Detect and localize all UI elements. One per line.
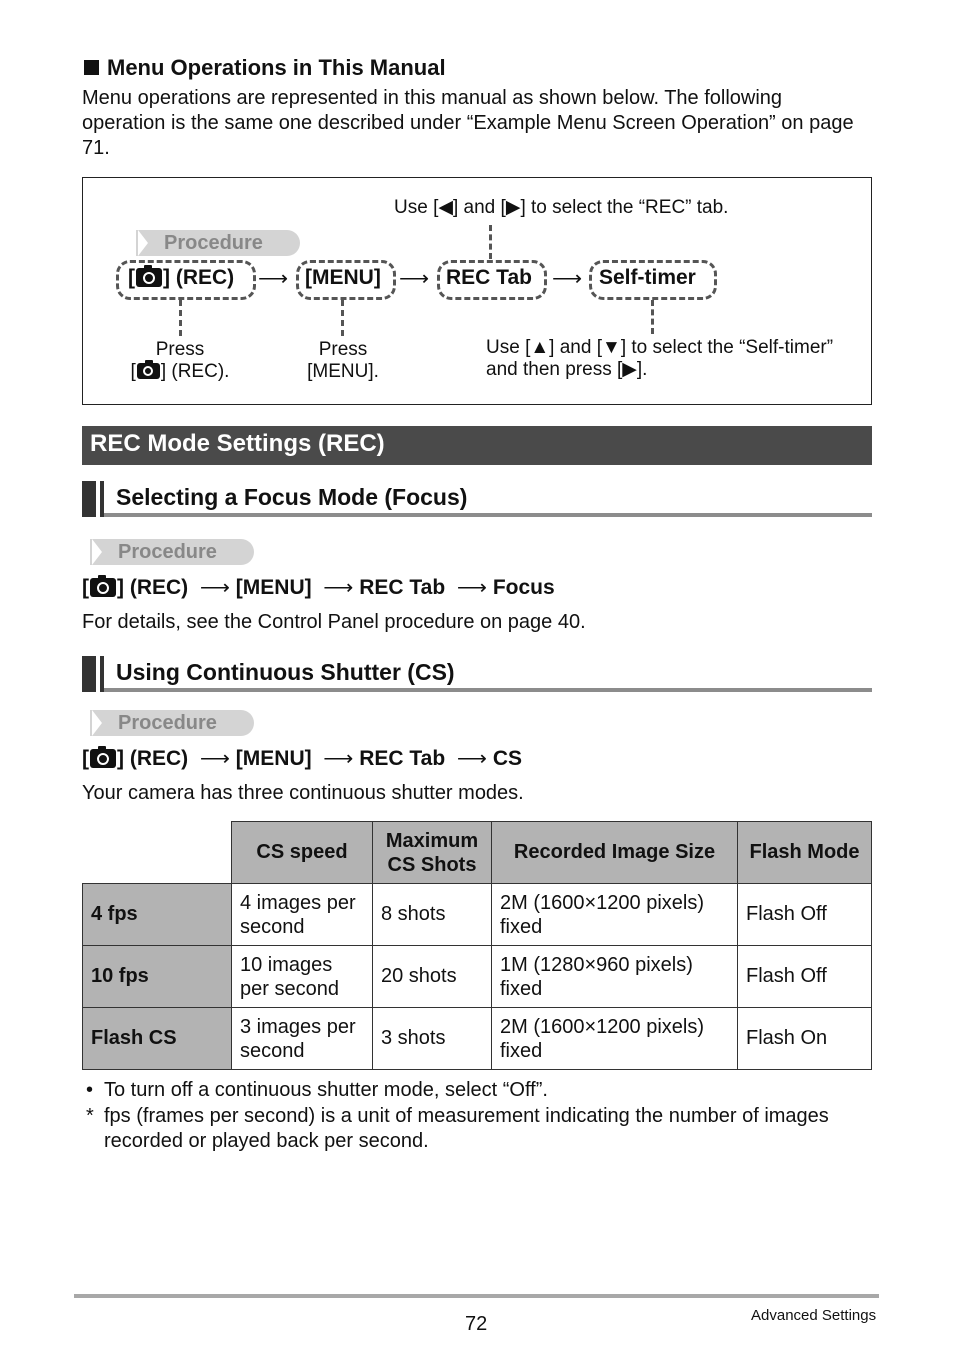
step-rec: [ ] (REC) xyxy=(128,266,235,289)
press-menu-note: Press [MENU]. xyxy=(307,339,379,382)
table-cell: 4 fps xyxy=(83,884,232,946)
table-cell: Flash Off xyxy=(738,884,872,946)
camera-icon xyxy=(90,578,116,597)
cs-heading: Using Continuous Shutter (CS) xyxy=(82,656,872,692)
table-row xyxy=(83,946,872,1008)
procedure-label: Procedure xyxy=(82,539,254,565)
table-cell: 2M (1600×1200 pixels) fixed xyxy=(492,1008,738,1070)
table-cell: Flash Off xyxy=(738,946,872,1008)
intro-heading: Menu Operations in This Manual xyxy=(84,55,446,81)
table-cell: 8 shots xyxy=(373,884,492,946)
press-rec-note: Press [ ] (REC). xyxy=(130,339,230,382)
connector-line xyxy=(179,300,182,336)
focus-heading: Selecting a Focus Mode (Focus) xyxy=(82,481,872,517)
table-header-row xyxy=(83,822,872,884)
footer-rule xyxy=(74,1294,879,1298)
page-number: 72 xyxy=(465,1313,488,1335)
down-triangle-icon: ▼ xyxy=(602,337,621,358)
table-header: Maximum CS Shots xyxy=(373,822,492,884)
arrow-icon: ⟶ xyxy=(451,576,493,599)
footnote: * fps (frames per second) is a unit of measurement indicating the number of images recorded or played back per second. xyxy=(86,1105,829,1152)
table-cell: 3 images per second xyxy=(232,1008,373,1070)
arrow-icon: ⟶ xyxy=(194,576,236,599)
arrow-icon: ⟶ xyxy=(451,747,493,770)
arrow-icon: ⟶ xyxy=(258,267,289,290)
procedure-label: Procedure xyxy=(82,710,254,736)
tab-note: Use [◀] and [▶] to select the “REC” tab. xyxy=(394,197,729,218)
connector-line xyxy=(489,225,492,259)
cs-table xyxy=(82,821,872,1070)
table-cell: Flash CS xyxy=(83,1008,232,1070)
section-banner xyxy=(82,426,872,465)
asterisk-icon: * xyxy=(86,1105,94,1127)
table-header: CS speed xyxy=(232,822,373,884)
table-cell: Flash On xyxy=(738,1008,872,1070)
left-triangle-icon: ◀ xyxy=(438,197,453,218)
table-cell: 10 fps xyxy=(83,946,232,1008)
up-triangle-icon: ▲ xyxy=(530,337,550,358)
connector-line xyxy=(341,300,344,336)
focus-path: [ ] (REC) ⟶ [MENU] ⟶ REC Tab ⟶ Focus xyxy=(82,576,555,599)
cs-path: [ ] (REC) ⟶ [MENU] ⟶ REC Tab ⟶ CS xyxy=(82,747,522,770)
arrow-icon: ⟶ xyxy=(317,747,360,770)
section-title: REC Mode Settings (REC) xyxy=(90,430,385,457)
connector-line xyxy=(651,300,654,334)
right-triangle-icon: ▶ xyxy=(505,197,521,218)
table-header: Recorded Image Size xyxy=(492,822,738,884)
focus-note: For details, see the Control Panel procedure on page 40. xyxy=(82,611,586,633)
bullet-icon: • xyxy=(86,1079,94,1101)
table-cell: 1M (1280×960 pixels) fixed xyxy=(492,946,738,1008)
arrow-icon: ⟶ xyxy=(552,267,583,290)
table-cell: 3 shots xyxy=(373,1008,492,1070)
bullet-note: • To turn off a continuous shutter mode, select “Off”. xyxy=(86,1079,548,1101)
camera-icon xyxy=(137,363,160,379)
step-tab: REC Tab xyxy=(446,266,532,289)
arrow-icon: ⟶ xyxy=(194,747,236,770)
step-item: Self-timer xyxy=(599,266,696,289)
step-menu: [MENU] xyxy=(305,266,381,289)
camera-icon xyxy=(136,268,162,287)
intro-body: Menu operations are represented in this manual as shown below. The following operation is the same one described under “Example Menu Screen Operation” on page 71. xyxy=(82,87,854,159)
square-bullet-icon xyxy=(84,60,99,75)
table-cell: 20 shots xyxy=(373,946,492,1008)
footer-section-name: Advanced Settings xyxy=(751,1307,877,1324)
select-note: Use [▲] and [▼] to select the “Self-timer” and then press [▶]. xyxy=(486,337,834,380)
table-cell: 2M (1600×1200 pixels) fixed xyxy=(492,884,738,946)
right-triangle-icon: ▶ xyxy=(622,359,637,380)
table-cell: 10 images per second xyxy=(232,946,373,1008)
table-row xyxy=(83,1008,872,1070)
procedure-label: Procedure xyxy=(128,230,300,256)
camera-icon xyxy=(90,749,116,768)
cs-note: Your camera has three continuous shutter modes. xyxy=(82,782,524,804)
table-row xyxy=(83,884,872,946)
table-header: Flash Mode xyxy=(738,822,872,884)
arrow-icon: ⟶ xyxy=(317,576,360,599)
arrow-icon: ⟶ xyxy=(399,267,430,290)
table-cell: 4 images per second xyxy=(232,884,373,946)
